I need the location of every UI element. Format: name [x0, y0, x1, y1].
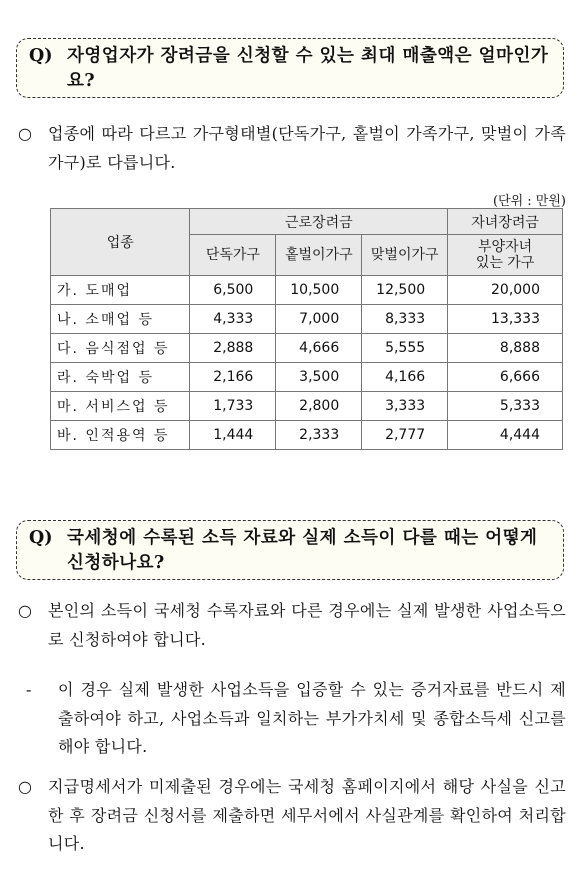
- row-industry: 바. 인적용역 등: [51, 421, 190, 450]
- row-industry: 나. 소매업 등: [51, 305, 190, 334]
- header-single-earner: 홑벌이가구: [276, 235, 362, 276]
- answer-sub-paragraph: [18, 676, 566, 762]
- question-label: Q): [29, 528, 53, 548]
- cell-value: 7,000: [276, 305, 362, 334]
- paragraph-text: 이 경우 실제 발생한 사업소득을 입증할 수 있는 증거자료를 반드시 제출하여야 하고, 사업소득과 일치하는 부가가치세 및 종합소득세 신고를 해야 합니다.: [58, 680, 566, 756]
- header-child-incentive: 자녀장려금: [448, 209, 563, 235]
- table-row: [51, 421, 563, 450]
- bullet-circle: ○: [18, 777, 32, 796]
- answer-paragraph-1: [18, 120, 566, 177]
- cell-value: 2,166: [190, 363, 276, 392]
- cell-value: 2,800: [276, 392, 362, 421]
- cell-value: 4,333: [190, 305, 276, 334]
- cell-value: 8,888: [448, 334, 563, 363]
- row-industry: 라. 숙박업 등: [51, 363, 190, 392]
- bullet-circle: ○: [18, 124, 32, 143]
- row-industry: 가. 도매업: [51, 276, 190, 305]
- header-dual-earner: 맞벌이가구: [362, 235, 448, 276]
- cell-value: 2,888: [190, 334, 276, 363]
- cell-value: 3,500: [276, 363, 362, 392]
- cell-value: 5,555: [362, 334, 448, 363]
- cell-value: 13,333: [448, 305, 563, 334]
- cell-value: 1,444: [190, 421, 276, 450]
- cell-value: 20,000: [448, 276, 563, 305]
- cell-value: 2,777: [362, 421, 448, 450]
- cell-value: 4,166: [362, 363, 448, 392]
- answer-paragraph-3: [18, 773, 566, 859]
- unit-label: (단위 : 만원): [492, 194, 566, 209]
- question-text: 자영업자가 장려금을 신청할 수 있는 최대 매출액은 얼마인가요?: [67, 46, 549, 91]
- cell-value: 5,333: [448, 392, 563, 421]
- cell-value: 4,444: [448, 421, 563, 450]
- cell-value: 3,333: [362, 392, 448, 421]
- cell-value: 6,666: [448, 363, 563, 392]
- question-box-2: [16, 520, 564, 580]
- table-row: [51, 392, 563, 421]
- bullet-dash: -: [26, 680, 32, 699]
- paragraph-text: 본인의 소득이 국세청 수록자료와 다른 경우에는 실제 발생한 사업소득으로 신청하여야 합니다.: [48, 601, 566, 649]
- header-industry: 업종: [51, 209, 190, 276]
- header-single: 단독가구: [190, 235, 276, 276]
- header-with-children: 부양자녀 있는 가구: [448, 235, 563, 276]
- question-label: Q): [29, 46, 53, 66]
- table-row: [51, 334, 563, 363]
- row-industry: 마. 서비스업 등: [51, 392, 190, 421]
- table-row: [51, 305, 563, 334]
- cell-value: 8,333: [362, 305, 448, 334]
- cell-value: 4,666: [276, 334, 362, 363]
- cell-value: 10,500: [276, 276, 362, 305]
- table-row: [51, 363, 563, 392]
- table-row: [51, 276, 563, 305]
- cell-value: 6,500: [190, 276, 276, 305]
- cell-value: 1,733: [190, 392, 276, 421]
- cell-value: 12,500: [362, 276, 448, 305]
- answer-paragraph-2: [18, 597, 566, 654]
- cell-value: 2,333: [276, 421, 362, 450]
- paragraph-text: 업종에 따라 다르고 가구형태별(단독가구, 홑벌이 가족가구, 맞벌이 가족가구)로 다릅니다.: [48, 124, 566, 172]
- bullet-circle: ○: [18, 601, 32, 620]
- revenue-table: [50, 208, 563, 450]
- header-work-incentive: 근로장려금: [190, 209, 448, 235]
- paragraph-text: 지급명세서가 미제출된 경우에는 국세청 홈페이지에서 해당 사실을 신고한 후 장려금 신청서를 제출하면 세무서에서 사실관계를 확인하여 처리합니다.: [48, 777, 566, 853]
- question-text: 국세청에 수록된 소득 자료와 실제 소득이 다를 때는 어떻게 신청하나요?: [67, 528, 538, 573]
- row-industry: 다. 음식점업 등: [51, 334, 190, 363]
- question-box-1: [16, 38, 564, 98]
